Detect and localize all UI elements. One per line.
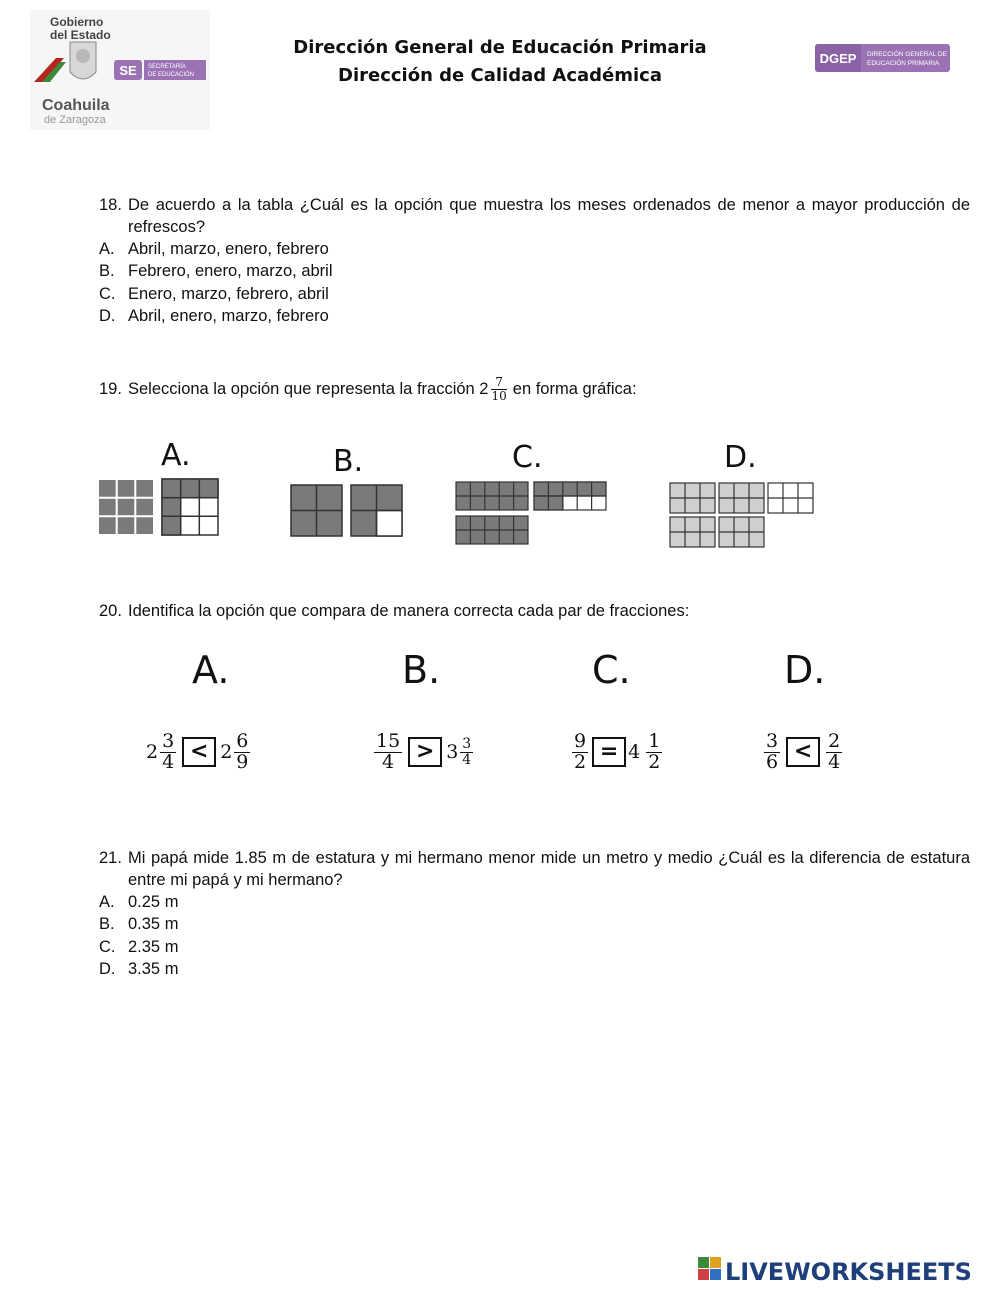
comparison-symbol: = — [592, 737, 626, 767]
dgep-logo — [815, 44, 950, 72]
option-text: Abril, marzo, enero, febrero — [128, 240, 329, 258]
header-title-line2: Dirección de Calidad Académica — [338, 65, 662, 86]
option-d-label[interactable]: D. — [724, 440, 757, 475]
option-a[interactable]: A. Abril, marzo, enero, febrero — [99, 240, 329, 258]
question-21 — [99, 847, 970, 891]
option-a-comparison[interactable]: 2 $\frac{3}{4}$ < 2 $\frac{6}{9}$ — [146, 730, 249, 773]
q19-graphic-options — [97, 430, 817, 552]
option-text: Febrero, enero, marzo, abril — [128, 262, 333, 281]
option-c-label[interactable]: C. — [512, 440, 543, 475]
option-d-label[interactable]: D. — [784, 648, 826, 692]
logo-zaragoza: de Zaragoza — [44, 114, 106, 126]
fraction: $\frac{7}{10}$ — [491, 375, 507, 403]
option-d[interactable]: D. Abril, enero, marzo, febrero — [99, 306, 329, 325]
comparison-symbol: < — [786, 737, 820, 767]
option-c[interactable]: C. Enero, marzo, febrero, abril — [99, 284, 329, 303]
option-text: 0.25 m — [128, 893, 179, 911]
question-text: De acuerdo a la tabla ¿Cuál es la opción que muestra los meses ordenados de menor a mayor producción de refrescos? — [128, 196, 970, 236]
svg-text:DIRECCIÓN GENERAL DE: DIRECCIÓN GENERAL DE — [867, 51, 947, 58]
option-b-comparison[interactable]: $\frac{15}{4}$ > 3 $\frac{3}{4}$ — [376, 730, 472, 773]
option-a[interactable]: A. 0.25 m — [99, 893, 179, 911]
question-number: 18. — [99, 196, 122, 214]
q18-options — [99, 238, 333, 327]
logo-gobierno: Gobierno — [50, 15, 104, 29]
option-text: 2.35 m — [128, 937, 179, 956]
question-number: 20. — [99, 602, 122, 620]
option-d[interactable]: D. 3.35 m — [99, 959, 179, 978]
question-number: 19. — [99, 380, 122, 399]
option-c-fraction-model[interactable] — [455, 480, 611, 548]
svg-text:SE: SE — [119, 63, 137, 78]
option-b[interactable]: B. 0.35 m — [99, 915, 179, 934]
brand-text: LIVEWORKSHEETS — [725, 1258, 972, 1286]
option-c-label[interactable]: C. — [592, 648, 631, 692]
q20-comparison-options — [136, 640, 860, 808]
option-text: 3.35 m — [128, 959, 179, 978]
option-text: Enero, marzo, febrero, abril — [128, 284, 329, 303]
option-d-fraction-model[interactable] — [669, 482, 815, 550]
svg-text:DGEP: DGEP — [819, 51, 857, 66]
logo-coahuila: Coahuila — [42, 97, 110, 114]
option-b[interactable]: B. Febrero, enero, marzo, abril — [99, 262, 333, 281]
question-number: 21. — [99, 849, 122, 867]
option-d-comparison[interactable]: $\frac{3}{6}$ < $\frac{2}{4}$ — [766, 730, 841, 773]
option-a-label[interactable]: A. — [161, 438, 191, 473]
option-text: Abril, enero, marzo, febrero — [128, 306, 329, 325]
question-19 — [99, 376, 637, 402]
option-b-fraction-model[interactable] — [290, 484, 404, 538]
liveworksheets-logo[interactable] — [697, 1252, 992, 1286]
option-b-label[interactable]: B. — [402, 648, 441, 692]
logo-del-estado: del Estado — [50, 28, 111, 42]
svg-text:SECRETARÍA: SECRETARÍA — [148, 64, 186, 70]
comparison-symbol: > — [408, 737, 442, 767]
live-blocks-icon — [698, 1257, 721, 1280]
option-text: 0.35 m — [128, 915, 179, 934]
option-b-label[interactable]: B. — [333, 444, 364, 479]
option-c-comparison[interactable]: $\frac{9}{2}$ = 4 $\frac{1}{2}$ — [574, 730, 661, 773]
svg-text:DE EDUCACIÓN: DE EDUCACIÓN — [148, 72, 195, 78]
option-a-fraction-model[interactable] — [97, 478, 221, 538]
question-text: Selecciona la opción que representa la fracción 2 — [128, 380, 489, 399]
comparison-symbol: < — [182, 737, 216, 767]
question-text: Mi papá mide 1.85 m de estatura y mi hermano menor mide un metro y medio ¿Cuál es la diferencia de estatura entre mi papá y mi hermano? — [128, 849, 970, 889]
svg-text:EDUCACIÓN PRIMARIA: EDUCACIÓN PRIMARIA — [867, 60, 940, 67]
option-c[interactable]: C. 2.35 m — [99, 937, 179, 956]
q21-options — [99, 891, 178, 980]
option-a-label[interactable]: A. — [192, 648, 230, 692]
header-title-line1: Dirección General de Educación Primaria — [293, 37, 707, 58]
question-text-end: en forma gráfica: — [512, 380, 637, 399]
question-20 — [99, 600, 689, 622]
question-text: Identifica la opción que compara de manera correcta cada par de fracciones: — [128, 602, 690, 620]
question-18 — [99, 194, 970, 238]
